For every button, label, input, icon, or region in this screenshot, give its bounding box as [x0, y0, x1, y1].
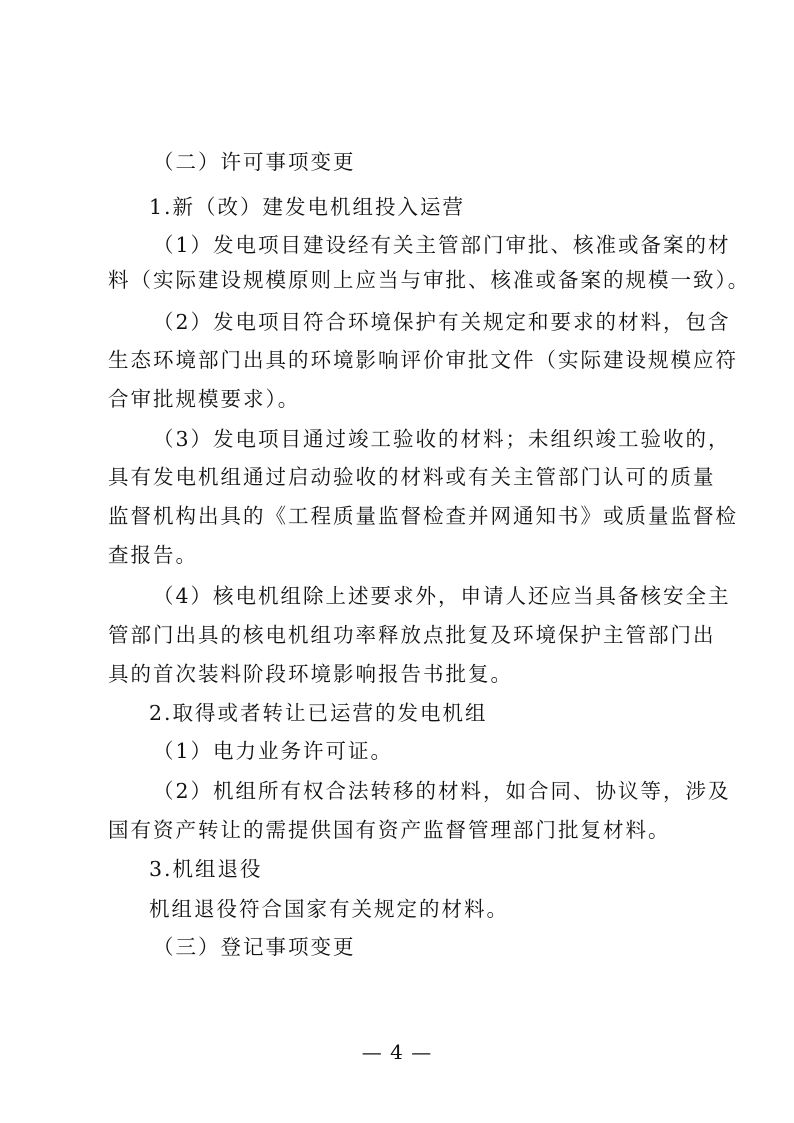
paragraph-line: （2）机组所有权合法转移的材料，如合同、协议等，涉及 — [153, 779, 731, 803]
paragraph-line: 管部门出具的核电机组功率释放点批复及环境保护主管部门出 — [108, 623, 716, 647]
paragraph-line: （3）发电项目通过竣工验收的材料；未组织竣工验收的， — [153, 427, 731, 451]
paragraph-line: 查报告。 — [108, 543, 198, 567]
subsection-heading-decommission: 3.机组退役 — [149, 857, 263, 881]
section-heading-license-changes: （二）许可事项变更 — [153, 150, 356, 174]
paragraph-line: 生态环境部门出具的环境影响评价审批文件（实际建设规模应符 — [108, 348, 738, 372]
subsection-heading-transfer: 2.取得或者转让已运营的发电机组 — [149, 701, 488, 725]
page-number: — 4 — — [361, 1040, 433, 1064]
subsection-heading-new-units: 1.新（改）建发电机组投入运营 — [149, 195, 466, 219]
section-heading-registration-changes: （三）登记事项变更 — [153, 935, 356, 959]
paragraph-line: 具的首次装料阶段环境影响报告书批复。 — [108, 662, 513, 686]
paragraph-line: 监督机构出具的《工程质量监督检查并网通知书》或质量监督检 — [108, 504, 738, 528]
paragraph-line: （2）发电项目符合环境保护有关规定和要求的材料，包含 — [153, 310, 731, 334]
paragraph-line: （1）电力业务许可证。 — [153, 739, 394, 763]
paragraph-line: 国有资产转让的需提供国有资产监督管理部门批复材料。 — [108, 818, 671, 842]
paragraph-line: 料（实际建设规模原则上应当与审批、核准或备案的规模一致）。 — [108, 268, 751, 292]
paragraph-line: （1）发电项目建设经有关主管部门审批、核准或备案的材 — [153, 233, 731, 257]
paragraph-line: 具有发电机组通过启动验收的材料或有关主管部门认可的质量 — [108, 465, 716, 489]
paragraph-line: （4）核电机组除上述要求外，申请人还应当具备核安全主 — [153, 584, 731, 608]
paragraph-line: 合审批规模要求）。 — [108, 387, 301, 411]
paragraph-line: 机组退役符合国家有关规定的材料。 — [149, 897, 509, 921]
